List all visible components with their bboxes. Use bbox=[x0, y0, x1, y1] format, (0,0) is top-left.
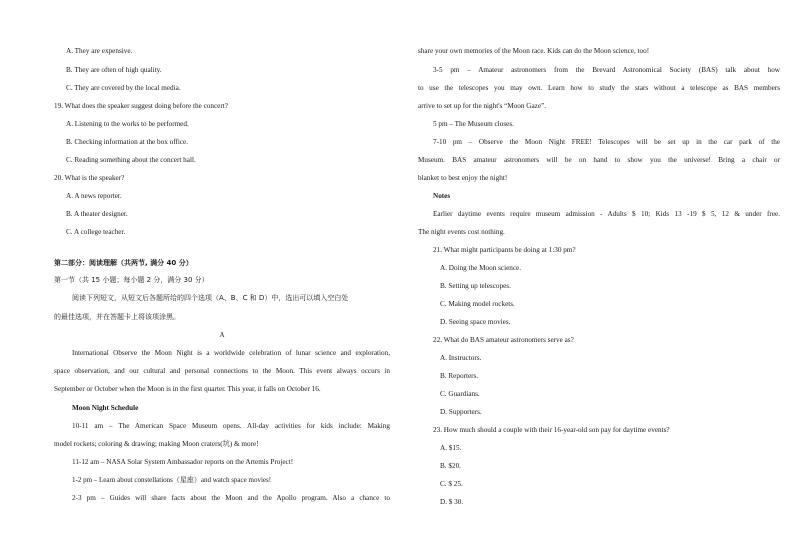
schedule-item-7-line-1: 7-10 pm – Observe the Moon Night FREE! Telescopes will be set up in the car park of the bbox=[433, 138, 780, 146]
q18-option-a: A. They are expensive. bbox=[66, 47, 133, 55]
q21-option-c: C. Making model rockets. bbox=[440, 300, 515, 308]
q22-option-d: D. Supporters. bbox=[440, 408, 482, 416]
intro-line-2: space observation, and our cultural and personal connections to the Moon. This event always occurs in bbox=[54, 367, 390, 375]
q23-stem: 23. How much should a couple with their 16-year-old son pay for daytime events? bbox=[433, 426, 670, 434]
q19-option-c: C. Reading something about the concert hall. bbox=[66, 156, 196, 164]
schedule-item-2: 11-12 am – NASA Solar System Ambassador reports on the Artemis Project! bbox=[72, 458, 294, 466]
q23-option-c: C. $ 25. bbox=[440, 480, 463, 488]
instructions-line-1: 阅读下列短文，从短文后各题所给的四个选项（A、B、C 和 D）中，选出可以填入空白处 bbox=[72, 294, 349, 302]
schedule-item-4-line-2: share your own memories of the Moon race. Kids can do the Moon science, too! bbox=[418, 47, 650, 55]
q22-stem: 22. What do BAS amateur astronomers serve as? bbox=[433, 336, 574, 344]
q22-option-c: C. Guardians. bbox=[440, 390, 480, 398]
schedule-item-5-line-1: 3-5 pm – Amateur astronomers from the Brevard Astronomical Society (BAS) talk about how bbox=[433, 66, 780, 74]
q19-option-a: A. Listening to the works to be performed. bbox=[66, 120, 189, 128]
schedule-item-7-line-2: Museum. BAS amateur astronomers will be on hand to show you the universe! Bring a chair or bbox=[418, 156, 780, 164]
intro-line-1: International Observe the Moon Night is a worldwide celebration of lunar science and exploration, bbox=[72, 349, 390, 357]
schedule-item-3: 1-2 pm – Learn about constellations（星座）and watch space movies! bbox=[72, 476, 272, 484]
q21-option-a: A. Doing the Moon science. bbox=[440, 264, 522, 272]
q20-stem: 20. What is the speaker? bbox=[54, 174, 125, 182]
notes-line-2: The night events cost nothing. bbox=[418, 228, 505, 236]
q19-option-b: B. Checking information at the box office. bbox=[66, 138, 189, 146]
schedule-item-7-line-3: blanket to best enjoy the night! bbox=[418, 174, 508, 182]
passage-label: A bbox=[219, 331, 225, 339]
q18-option-c: C. They are covered by the local media. bbox=[66, 84, 181, 92]
q20-option-a: A. A news reporter. bbox=[66, 192, 122, 200]
q22-option-b: B. Reporters. bbox=[440, 372, 479, 380]
schedule-heading: Moon Night Schedule bbox=[72, 404, 139, 412]
schedule-item-5-line-3: arrive to set up for the night's “Moon Gaze”. bbox=[418, 102, 547, 110]
q23-option-a: A. $15. bbox=[440, 444, 462, 452]
part2-heading: 第二部分：阅读理解（共两节, 满分 40 分） bbox=[54, 259, 193, 267]
schedule-item-1-line-1: 10-11 am – The American Space Museum opens. All-day activities for kids include: Making bbox=[72, 422, 390, 430]
q18-option-b: B. They are often of high quality. bbox=[66, 66, 162, 74]
schedule-item-5-line-2: to use the telescopes you may own. Learn how to study the stars without a telescope as BAS members bbox=[418, 84, 780, 92]
q20-option-c: C. A college teacher. bbox=[66, 228, 126, 236]
q21-option-b: B. Setting up telescopes. bbox=[440, 282, 511, 290]
q22-option-a: A. Instructors. bbox=[440, 354, 482, 362]
q23-option-d: D. $ 30. bbox=[440, 498, 464, 506]
section1-heading: 第一节（共 15 小题；每小题 2 分，满分 30 分） bbox=[54, 276, 209, 284]
schedule-item-6: 5 pm – The Museum closes. bbox=[433, 120, 514, 128]
schedule-item-1-line-2: model rockets; coloring & drawing; making Moon craters(坑) & more! bbox=[54, 440, 259, 448]
schedule-item-4-line-1: 2-3 pm – Guides will share facts about the Moon and the Apollo program. Also a chance to bbox=[72, 494, 390, 502]
q19-stem: 19. What does the speaker suggest doing before the concert? bbox=[54, 102, 228, 110]
notes-line-1: Earlier daytime events require museum admission - Adults $ 10; Kids 13 -19 $ 5, 12 & under free. bbox=[433, 210, 780, 218]
intro-line-3: September or October when the Moon is in the first quarter. This year, it falls on October 16. bbox=[54, 385, 321, 393]
q21-stem: 21. What might participants be doing at 1:30 pm? bbox=[433, 246, 576, 254]
instructions-line-2: 的最佳选项，并在答题卡上将该项涂黑。 bbox=[54, 313, 180, 321]
q21-option-d: D. Seeing space movies. bbox=[440, 318, 511, 326]
q23-option-b: B. $20. bbox=[440, 462, 461, 470]
q20-option-b: B. A theater designer. bbox=[66, 210, 128, 218]
notes-heading: Notes bbox=[433, 192, 451, 200]
